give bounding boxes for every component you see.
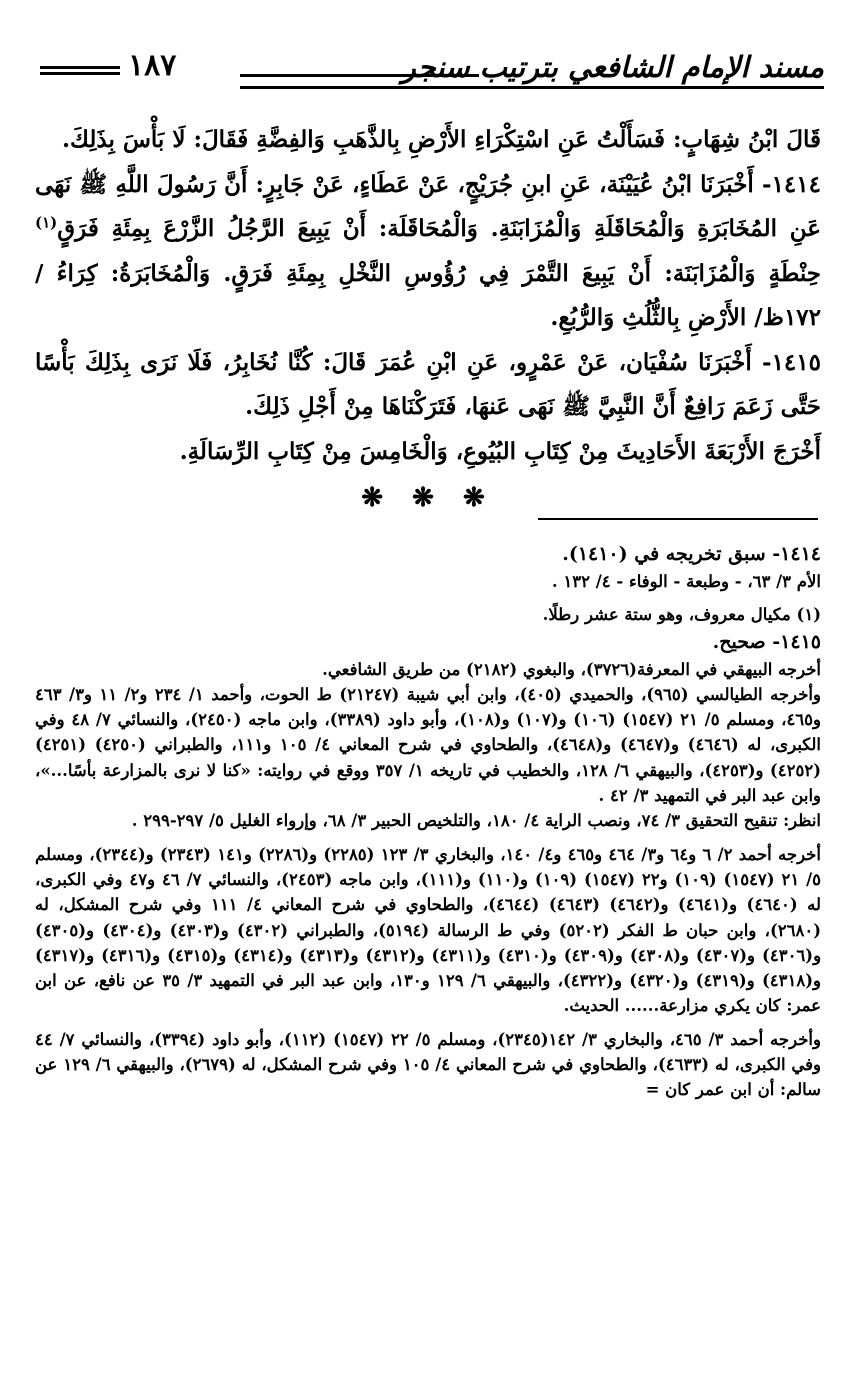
note-1414-reference: الأم ٣/ ٦٣، - وطبعة - الوفاء - ٤/ ١٣٢ . bbox=[551, 572, 821, 591]
main-text bbox=[35, 118, 821, 521]
footnote-1: (١) مكيال معروف، وهو ستة عشر رطلًا. bbox=[542, 605, 821, 625]
takhrij-3: انظر: تنقيح التحقيق ٣/ ٧٤، ونصب الراية ٤/ ١٨٠، والتلخيص الحبير ٣/ ٦٨، وإرواء الغليل ٥/ ٢٩٧-٢٩٩ . bbox=[131, 811, 821, 831]
header-rule bbox=[240, 74, 479, 77]
source-note: أَخْرَجَ الأَرْبَعَةَ الأَحَادِيثَ مِنْ كِتَابِ البُيُوعِ، وَالْخَامِسَ مِنْ كِتَابِ الرِّسَالَةِ. bbox=[179, 437, 821, 465]
note-1414-heading: ١٤١٤- سبق تخريجه في (١٤١٠). bbox=[562, 543, 821, 565]
header-underline bbox=[240, 86, 824, 89]
note-1415-heading: ١٤١٥- صحيح. bbox=[712, 630, 821, 653]
hadith-1414-continuation: حِنْطَةٍ وَالْمُزَابَنَة: أَنْ يَبِيعَ التَّمْرَ فِي رُؤُوسِ النَّخْلِ بِمِئَةِ فَرَقٍ. وَالْمُخَابَرَةُ: كِرَاءُ / ١٧٢ظ/ الأَرْضِ بِالثُّلُثِ وَالرُّبُعِ. bbox=[35, 259, 821, 331]
book-title: مسند الإمام الشافعي بترتيب سنجر bbox=[401, 50, 824, 84]
takhrij-2: وأخرجه الطيالسي (٩٦٥)، والحميدي (٤٠٥)، وابن أبي شيبة (٢١٢٤٧) ط الحوت، وأحمد ١/ ٢٣٤ و٢/ ١١ و٣/ ٤٦٣ و٤٦٥، ومسلم ٥/ ٢١ (١٥٤٧) (١٠٦) و(١٠٧) و(١٠٨)، وأبو داود (٣٣٨٩)، وابن ماجه (٢٤٥٠)، والنسائي ٧/ ٤٨ وفي الكبرى، له (٤٦٤٦) و(٤٦٤٧) و(٤٦٤٨)، والطحاوي في شرح المعاني ٤/ ١٠٥ و١١١، والطبراني (٤٢٥٠) (٤٢٥١) (٤٢٥٢) و(٤٢٥٣)، والبيهقي ٦/ ١٢٨، والخطيب في تاريخه ١/ ٣٥٧ ووقع في روايته: «كنا لا نرى بالمزارعة بأسًا...»، وابن عبد البر في التمهيد ٣/ ٤٢ . bbox=[35, 684, 822, 806]
page-number: ١٨٧ bbox=[128, 48, 177, 83]
footnote-marker: (١) bbox=[35, 213, 58, 232]
takhrij-4: أخرجه أحمد ٢/ ٦ و٦٤ و٣/ ٤٦٤ و٤٦٥ و٤/ ١٤٠، والبخاري ٣/ ١٢٣ (٢٢٨٥) و(٢٢٨٦) و١٤١ (٢٣٤٣) و(٢٣٤٤)، ومسلم ٥/ ٢١ (١٥٤٧) (١٠٩) و٢٢ (١٥٤٧) (١٠٩) و(١١٠) و(١١١)، وابن ماجه (٢٤٥٣)، والنسائي ٧/ ٤٦ و٤٧ وفي الكبرى، له (٤٦٤٠) و(٤٦٤١) و(٤٦٤٢) (٤٦٤٣) (٤٦٤٤)، والطحاوي في شرح المعاني ٤/ ١١١ وفي شرح المشكل، له (٢٦٨٠)، وابن حبان ط الفكر (٥٢٠٢) وفي ط الرسالة (٥١٩٤)، والطبراني (٤٣٠٢) و(٤٣٠٣) و(٤٣٠٤) و(٤٣٠٥) و(٤٣٠٦) و(٤٣٠٧) و(٤٣٠٨) و(٤٣٠٩) و(٤٣١٠) و(٤٣١١) و(٤٣١٢) و(٤٣١٣) و(٤٣١٤) و(٤٣١٥) و(٤٣١٦) و(٤٣١٧) و(٤٣١٨) و(٤٣١٩) و(٤٣٢٠) و(٤٣٢٢)، والبيهقي ٦/ ١٢٩ و١٣٠، وابن عبد البر في التمهيد ٣/ ٣٥ عن نافع، عن ابن عمر: كان يكري مزارعة...... الحديث. bbox=[35, 844, 822, 1016]
takhrij-5: وأخرجه أحمد ٣/ ٤٦٥، والبخاري ٣/ ١٤٢(٢٣٤٥)، ومسلم ٥/ ٢٢ (١٥٤٧) (١١٢)، وأبو داود (٣٣٩٤)، والنسائي ٧/ ٤٤ وفي الكبرى، له (٤٦٣٣)، والطحاوي في شرح المعاني ٤/ ١٠٥ وفي شرح المشكل، له (٢٦٧٩)، والبيهقي ٦/ ١٢٩ عن سالم: أن ابن عمر كان = bbox=[35, 1029, 821, 1100]
footnote-divider bbox=[538, 518, 818, 520]
header-double-rule bbox=[40, 66, 120, 75]
running-header bbox=[40, 48, 824, 88]
hadith-1414-text: ١٤١٤- أَخْبَرَنَا ابْنُ عُيَيْنَة، عَنِ ابنِ جُرَيْجٍ، عَنْ عَطَاءٍ، عَنْ جَابِرٍ: أَنَّ رَسُولَ اللَّهِ ﷺ نَهَى عَنِ المُخَابَرَةِ وَالْمُحَاقَلَةِ وَالْمُزَابَنَةِ. وَالْمُحَاقَلَة: أَنْ يَبِيعَ الرَّجُلُ الزَّرْعَ بِمِئَةِ فَرَقٍ bbox=[35, 170, 821, 242]
takhrij-1: أخرجه البيهقي في المعرفة(٣٧٢٦)، والبغوي (٢١٨٢) من طريق الشافعي. bbox=[322, 659, 821, 679]
paragraph-ibn-shihab: قَالَ ابْنُ شِهَابٍ: فَسَأَلْتُ عَنِ اسْتِكْرَاءِ الأَرْضِ بِالذَّهَبِ وَالفِضَّةِ فَقَالَ: لَا بَأْسَ بِذَلِكَ. bbox=[61, 126, 821, 153]
hadith-1415: ١٤١٥- أَخْبَرَنَا سُفْيَان، عَنْ عَمْرٍو، عَنِ ابْنِ عُمَرَ قَالَ: كُنَّا نُخَابِرُ، فَلَا نَرَى بِذَلِكَ بَأْسًا حَتَّى زَعَمَ رَافِعٌ أَنَّ النَّبِيَّ ﷺ نَهَى عَنهَا، فَتَرَكْنَاهَا مِنْ أَجْلِ ذَلِكَ. bbox=[35, 348, 821, 420]
section-stars: ❋ ❋ ❋ bbox=[361, 483, 495, 513]
hadith-1414 bbox=[35, 163, 821, 341]
footnotes bbox=[35, 540, 821, 1103]
